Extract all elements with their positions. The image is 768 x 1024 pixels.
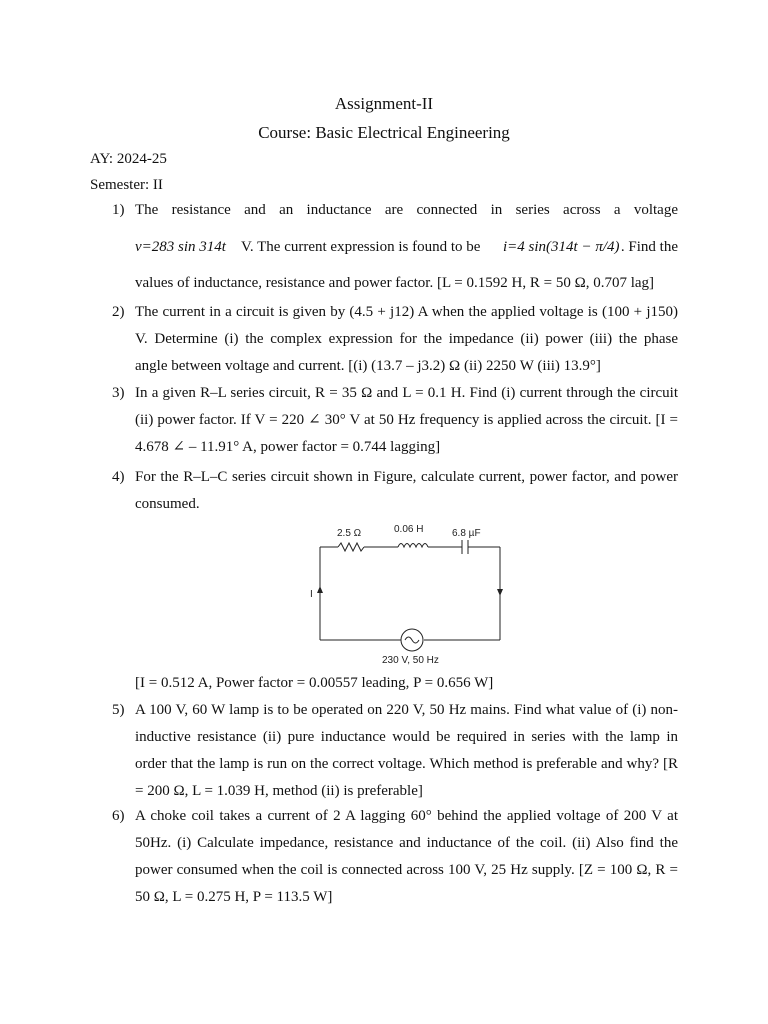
question-text-line: 50 Ω, L = 0.275 H, P = 113.5 W] [135, 889, 333, 905]
semester: Semester: II [90, 177, 163, 193]
academic-year: AY: 2024-25 [90, 151, 167, 167]
question-1 [90, 197, 678, 297]
resistor-label: 2.5 Ω [337, 528, 362, 539]
voltage-equation: v=283 sin 314t [135, 239, 226, 255]
question-text-line: A 100 V, 60 W lamp is to be operated on 220 V, 50 Hz mains. Find what value of (i) non- [135, 702, 678, 718]
question-4 [90, 464, 678, 518]
question-text-mid2: . Find the [620, 239, 678, 255]
question-text-line: A choke coil takes a current of 2 A lagging 60° behind the applied voltage of 200 V at [135, 808, 678, 824]
inductor-symbol [398, 544, 428, 548]
question-text-line: consumed. [135, 496, 200, 512]
current-arrow-up [317, 586, 323, 593]
question-text-line: angle between voltage and current. [(i) (13.7 – j3.2) Ω (ii) 2250 W (iii) 13.9°] [135, 358, 601, 374]
current-equation: i=4 sin(314t − π/4) [503, 239, 620, 255]
question-text-line: = 200 Ω, L = 1.039 H, method (ii) is preferable] [135, 783, 423, 799]
question-text-line: 50Hz. (i) Calculate impedance, resistance and inductance of the coil. (ii) Also find the [135, 835, 678, 851]
question-text-line: In a given R–L series circuit, R = 35 Ω and L = 0.1 H. Find (i) current through the circuit [135, 385, 678, 401]
resistor-symbol [338, 543, 364, 551]
rlc-circuit-figure [300, 520, 510, 670]
question-number: 3) [112, 385, 125, 401]
question-2 [90, 299, 678, 380]
question-number: 4) [112, 469, 125, 485]
question-text-line: power consumed when the coil is connected across 100 V, 25 Hz supply. [Z = 100 Ω, R = [135, 862, 678, 878]
course-title: Course: Basic Electrical Engineering [258, 123, 510, 142]
question-text-line: The resistance and an inductance are connected in series across a voltage [135, 202, 678, 218]
question-3 [90, 380, 678, 461]
question-5 [90, 697, 678, 805]
page-title: Assignment-II [334, 94, 434, 113]
current-arrow-down [497, 589, 503, 596]
question-text-line: (ii) power factor. If V = 220 ∠ 30° V at 50 Hz frequency is applied across the circuit. [I = [135, 412, 678, 428]
question-4-answer [90, 670, 678, 697]
inductor-label: 0.06 H [394, 524, 424, 535]
question-text-line: For the R–L–C series circuit shown in Figure, calculate current, power factor, and power [135, 469, 678, 485]
question-number: 2) [112, 304, 125, 320]
question-number: 6) [112, 808, 125, 824]
equation-line [135, 224, 678, 270]
current-label: I [310, 589, 313, 600]
question-number: 5) [112, 702, 125, 718]
question-text-line: inductive resistance (ii) pure inductance would be required in series with the lamp in [135, 729, 678, 745]
question-text-mid: V. The current expression is found to be [241, 239, 481, 255]
question-text-line: order that the lamp is run on the correct voltage. Which method is preferable and why? [R [135, 756, 678, 772]
question-number: 1) [112, 202, 125, 218]
question-text-line: V. Determine (i) the complex expression for the impedance (ii) power (iii) the phase [135, 331, 678, 347]
capacitor-label: 6.8 µF [452, 528, 481, 539]
question-text-line: The current in a circuit is given by (4.5 + j12) A when the applied voltage is (100 + j150) [135, 304, 678, 320]
question-text-line: values of inductance, resistance and power factor. [L = 0.1592 H, R = 50 Ω, 0.707 lag] [135, 275, 655, 291]
question-6 [90, 803, 678, 911]
answer-text: [I = 0.512 A, Power factor = 0.00557 leading, P = 0.656 W] [135, 675, 494, 691]
source-label: 230 V, 50 Hz [382, 655, 439, 666]
question-text-line: 4.678 ∠ – 11.91° A, power factor = 0.744 lagging] [135, 439, 441, 455]
